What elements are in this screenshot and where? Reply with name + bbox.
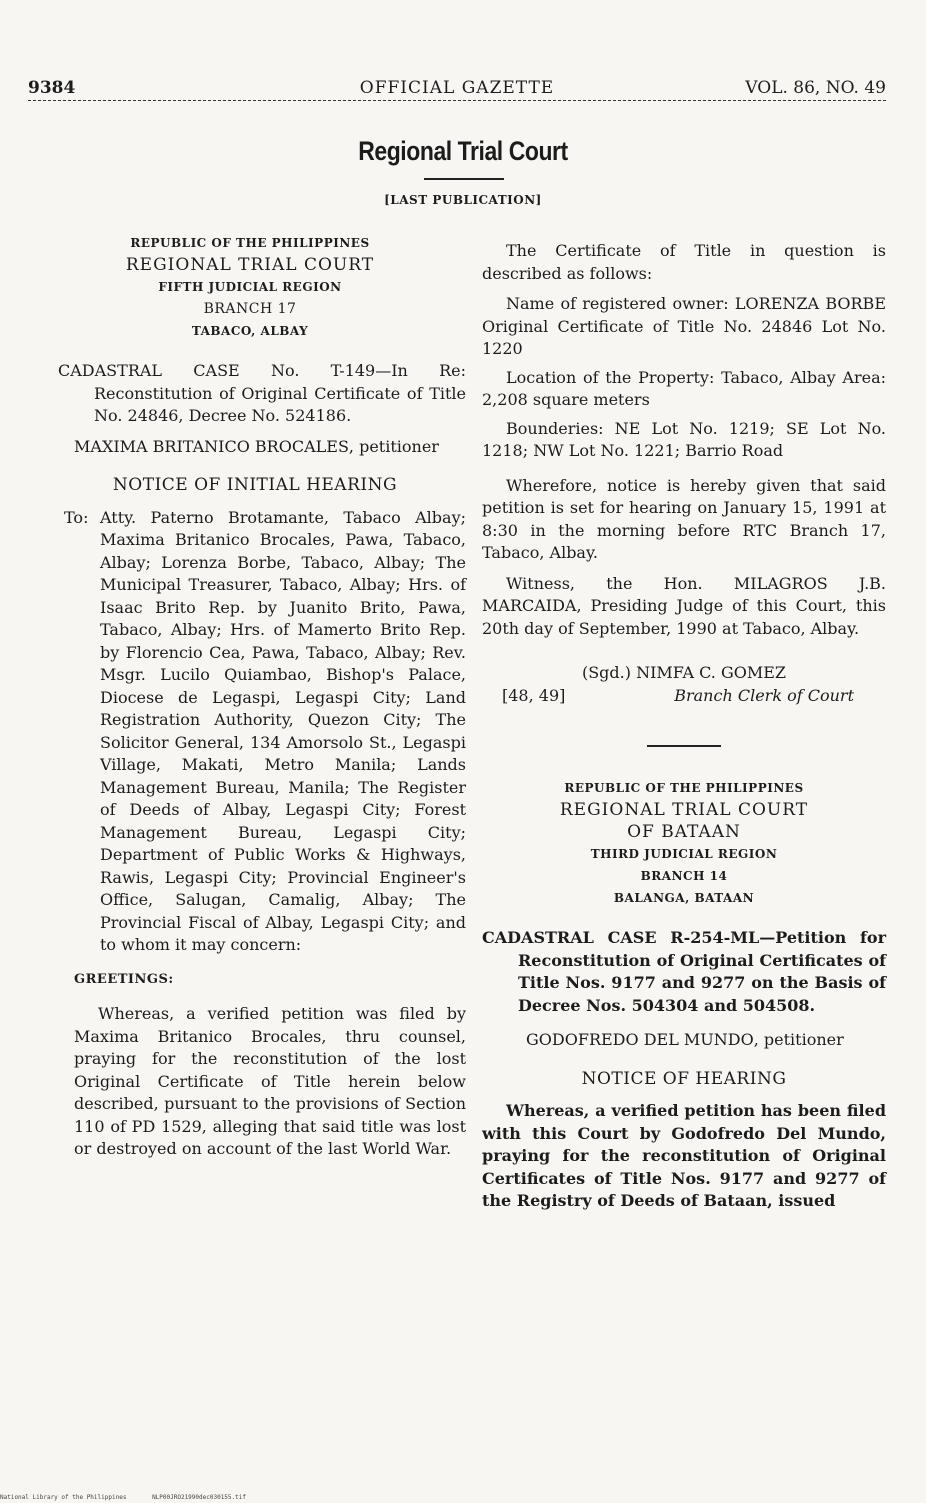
case-caption xyxy=(58,360,466,428)
notice-title: NOTICE OF INITIAL HEARING xyxy=(112,475,398,495)
witness-prefix: Witness, the Hon. xyxy=(506,573,734,593)
scan-filename: NLP00JRO21990dec030155.tif xyxy=(152,1494,246,1501)
to-label: To: xyxy=(64,507,89,527)
case-label: CADASTRAL CASE xyxy=(58,361,240,380)
hearing-notice: Wherefore, notice is hereby given that said petition is set for hearing on January 15, 1991 at 8:30 in the morning before RTC Branch 17, Tabaco, Albay. xyxy=(482,475,886,562)
page-header xyxy=(28,70,886,101)
whereas-paragraph-2: Whereas, a verified petition has been filed with this Court by Godofredo Del Mundo, praying for the reconstitution of Original Certificates of Title Nos. 9177 and 9277 of the Registry of Deeds of Bataan, issued xyxy=(482,1101,886,1210)
addressee-list: Atty. Paterno Brotamante, Tabaco Albay; Maxima Britanico Brocales, Pawa, Tabaco, Albay; Lorenza Borbe, Tabaco, Albay; The Municipal Treasurer, Tabaco, Albay; Hrs. of Isaac Brito Rep. by Juanito Brito, Pawa, Tabaco, Albay; Hrs. of Mamerto Brito Rep. by Florencio Cea, Pawa, Tabaco, Albay; Rev. Msgr. Lucilo Quiambao, Bishop's Palace, Diocese de Legaspi, Legaspi City; Land Registration Authority, Quezon City; The Solicitor General, 134 Amorsolo St., Legaspi Village, Makati, Metro Manila; Lands Management Bureau, Manila; The Register of Deeds of Albay, Legaspi City; Forest Management Bureau, Legaspi City; Department of Public Works & Highways, Rawis, Legaspi City; Provincial Engineer's Office, Salugan, Camalig, Albay; The Provincial Fiscal of Albay, Legaspi City; and to whom it may concern: xyxy=(100,507,466,954)
witness-line xyxy=(482,573,886,641)
whereas-paragraph: Whereas, a verified petition was filed by Maxima Britanico Brocales, thru counsel, praying for the reconstitution of the lost Original Certificate of Title herein below described, pursuant to the provisions of Section 110 of PD 1529, alleging that said title was lost or destroyed on account of the last World War. xyxy=(74,1004,466,1158)
scan-footer xyxy=(0,1494,246,1501)
witness-suffix: , Presiding Judge of this Court, this 20th day of September, 1990 at Tabaco, Albay. xyxy=(482,596,886,638)
signed-label: (Sgd.) xyxy=(581,663,637,682)
volume-label: VOL. 86, NO. 49 xyxy=(745,78,886,98)
property-location: Location of the Property: Tabaco, Albay Area: 2,208 square meters xyxy=(482,367,886,409)
case-label-2: CADASTRAL CASE xyxy=(482,928,657,947)
petitioner-name-2: GODOFREDO DEL MUNDO xyxy=(526,1030,754,1049)
right-column xyxy=(482,240,886,1213)
court-caption-2 xyxy=(482,777,886,909)
republic-line: REPUBLIC OF THE PHILIPPINES xyxy=(130,236,370,250)
petitioner-line-2 xyxy=(482,1029,886,1052)
owner-suffix: Original Certificate of Title No. 24846 Lot No. 1220 xyxy=(482,316,886,358)
petitioner-role-2: , petitioner xyxy=(753,1030,844,1049)
addressees xyxy=(64,507,466,957)
section-title: Regional Trial Court xyxy=(358,136,568,166)
issue-reference: [48, 49] xyxy=(502,685,566,705)
clerk-name: NIMFA C. GOMEZ xyxy=(636,663,787,682)
petitioner-line xyxy=(74,436,466,459)
publication-status: [LAST PUBLICATION] xyxy=(384,193,542,207)
case-caption-2 xyxy=(482,927,886,1017)
owner-prefix: Name of registered owner: xyxy=(506,294,735,313)
case-text-2: R-254-ML—Petition for Reconstitution of Original Certificates of Title Nos. 9177 and 9277 on the Basis of Decree Nos. 504304 and 504508. xyxy=(518,928,887,1015)
greetings: GREETINGS: xyxy=(74,971,174,987)
judge-name: MILAGROS J.B. MARCAIDA xyxy=(482,573,886,615)
signature-block xyxy=(482,685,886,708)
owner-name: LORENZA BORBE xyxy=(734,294,886,313)
case-text: No. T-149—In Re: Reconstitution of Original Certificate of Title No. 24846, Decree No. 524186. xyxy=(94,361,467,425)
court-place-2: BALANGA, BATAAN xyxy=(613,891,755,905)
republic-line-2: REPUBLIC OF THE PHILIPPINES xyxy=(564,781,804,795)
left-column xyxy=(58,232,467,1161)
publication-title: OFFICIAL GAZETTE xyxy=(359,78,555,98)
signature-line xyxy=(482,662,886,685)
certificate-intro: The Certificate of Title in question is described as follows: xyxy=(482,241,886,283)
library-credit: National Library of the Philippines xyxy=(0,1494,127,1501)
branch-2: BRANCH 14 xyxy=(640,869,728,883)
judicial-region-2: THIRD JUDICIAL REGION xyxy=(590,847,778,861)
petitioner-name: MAXIMA BRITANICO BROCALES xyxy=(74,436,349,456)
judicial-region: FIFTH JUDICIAL REGION xyxy=(158,280,342,294)
property-boundaries: Bounderies: NE Lot No. 1219; SE Lot No. 1218; NW Lot No. 1221; Barrio Road xyxy=(482,418,886,460)
branch: BRANCH 17 xyxy=(203,301,297,317)
clerk-title: Branch Clerk of Court xyxy=(674,685,854,705)
owner-line xyxy=(482,293,886,361)
court-caption xyxy=(34,232,466,342)
court-of-2: OF BATAAN xyxy=(627,822,741,842)
petitioner-role: , petitioner xyxy=(348,436,439,456)
notice-title-2: NOTICE OF HEARING xyxy=(581,1068,787,1089)
notice-divider xyxy=(647,745,721,747)
court-name: REGIONAL TRIAL COURT xyxy=(125,255,375,275)
title-divider xyxy=(424,178,504,180)
page-number: 9384 xyxy=(28,78,76,98)
court-name-2: REGIONAL TRIAL COURT xyxy=(559,800,809,820)
court-place: TABACO, ALBAY xyxy=(191,324,309,338)
